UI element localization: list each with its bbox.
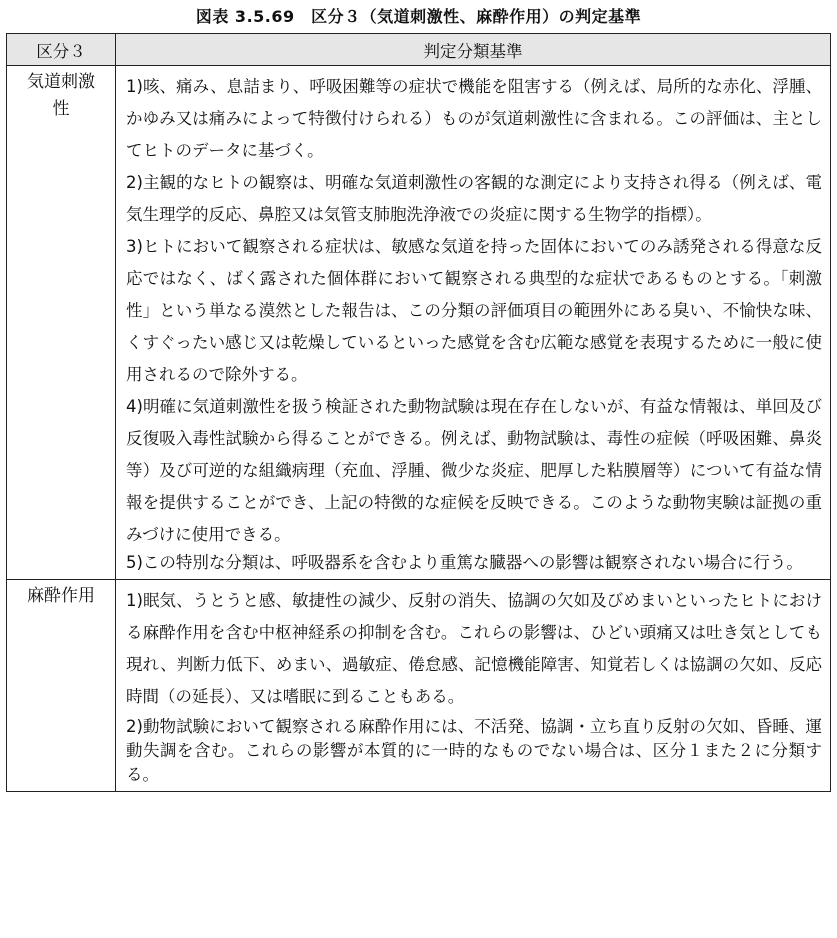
list-item: 1)眠気、うとうと感、敏捷性の減少、反射の消失、協調の欠如及びめまいといったヒトにおける麻酔作用を含む中枢神経系の抑制を含む。これらの影響は、ひどい頭痛又は吐き気としても現れ、判断力低下、めまい、過敏症、倦怠感、記憶機能障害、知覚若しくは協調の欠如、反応時間（の延長）、又は嗜眠に到ることもある。 [126,591,823,706]
criteria-table [6,33,831,792]
category-cell [7,66,116,580]
list-item: 2)主観的なヒトの観察は、明確な気道刺激性の客観的な測定により支持され得る（例えば、電気生理学的反応、鼻腔又は気管支肺胞洗浄液での炎症に関する生物学的指標）。 [126,173,822,224]
table-title: 図表 3.5.69 区分３（気道刺激性、麻酔作用）の判定基準 [195,7,642,26]
list-item: 1)咳、痛み、息詰まり、呼吸困難等の症状で機能を阻害する（例えば、局所的な赤化、浮腫、かゆみ又は痛みによって特徴付けられる）ものが気道刺激性に含まれる。この評価は、主としてヒトのデータに基づく。 [126,77,823,160]
category-label: 麻酔作用 [27,586,95,606]
category-cell [7,580,116,792]
list-item: 5)この特別な分類は、呼吸器系を含むより重篤な臓器への影響は観察されない場合に行う。 [126,553,803,572]
category-label: 気道刺激性 [27,72,95,119]
header-category: 区分３ [7,34,116,66]
table-row [7,66,831,580]
criteria-cell [116,66,831,580]
list-item: 2)動物試験において観察される麻酔作用には、不活発、協調・立ち直り反射の欠如、昏睡、運動失調を含む。これらの影響が本質的に一時的なものでない場合は、区分１また２に分類する。 [126,717,822,784]
list-item: 3)ヒトにおいて観察される症状は、敏感な気道を持った固体においてのみ誘発される得意な反応ではなく、ばく露された個体群において観察される典型的な症状であるものとする。「刺激性」という単なる漠然とした報告は、この分類の評価項目の範囲外にある臭い、不愉快な味、くすぐったい感じ又は乾燥しているといった感覚を含む広範な感覚を表現するために一般に使用されるので除外する。 [126,237,822,384]
header-criteria: 判定分類基準 [116,34,831,66]
table-row [7,580,831,792]
criteria-cell [116,580,831,792]
list-item: 4)明確に気道刺激性を扱う検証された動物試験は現在存在しないが、有益な情報は、単回及び反復吸入毒性試験から得ることができる。例えば、動物試験は、毒性の症候（呼吸困難、鼻炎等）及び可逆的な組織病理（充血、浮腫、微少な炎症、肥厚した粘膜層等）について有益な情報を提供することができ、上記の特徴的な症候を反映できる。このような動物実験は証拠の重みづけに使用できる。 [126,397,822,544]
header-row [7,34,831,66]
